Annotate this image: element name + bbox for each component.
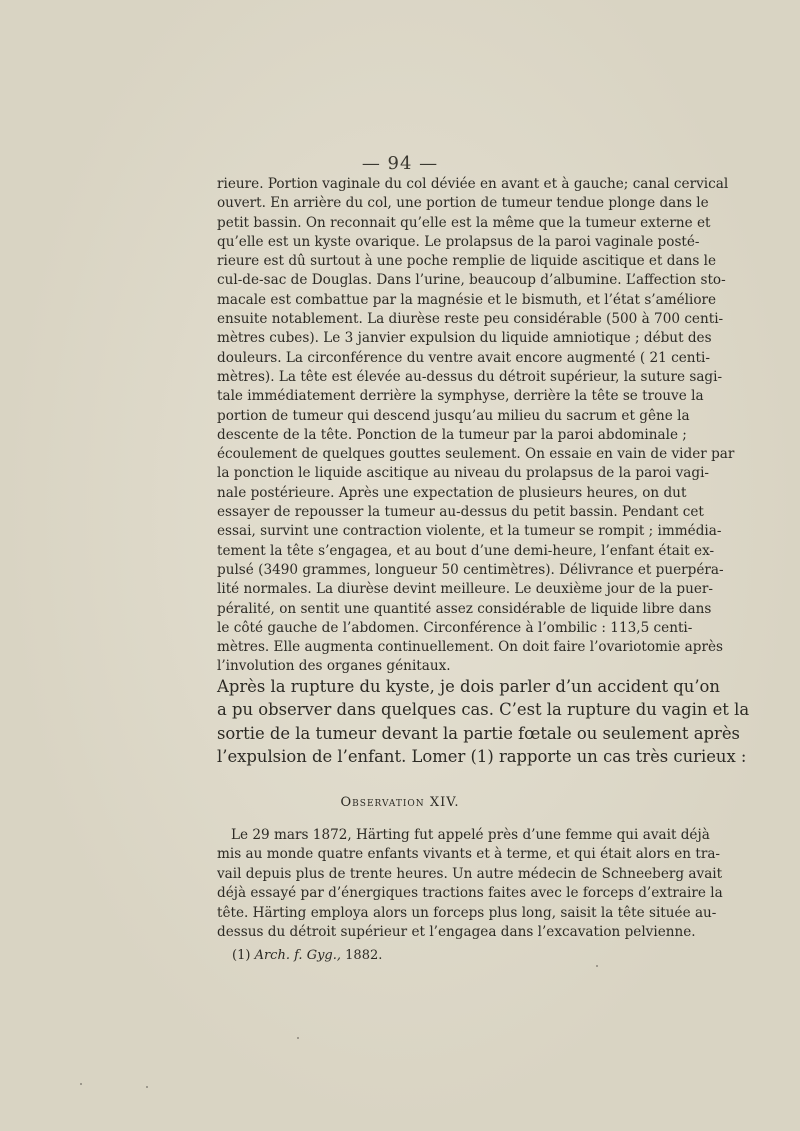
text-line: nale postérieure. Après une expectation de plusieurs heures, on dut [217,484,687,501]
text-line: cul-de-sac de Douglas. Dans l’urine, beaucoup d’albumine. L’affection sto- [217,272,726,289]
text-line: l’expulsion de l’enfant. Lomer (1) rapporte un cas très curieux : [217,747,747,767]
text-line: qu’elle est un kyste ovarique. Le prolapsus de la paroi vaginale posté- [217,233,700,250]
text-line: mètres). La tête est élevée au-dessus du détroit supérieur, la suture sagi- [217,368,723,385]
text-line: mis au monde quatre enfants vivants et à terme, et qui était alors en tra- [217,846,721,863]
text-line: descente de la tête. Ponction de la tumeur par la paroi abdominale ; [217,426,687,443]
text-line: portion de tumeur qui descend jusqu’au milieu du sacrum et gêne la [217,407,690,424]
text-line: douleurs. La circonférence du ventre avait encore augmenté ( 21 centi- [217,349,710,366]
case-paragraph [217,175,735,677]
text-line: l’involution des organes génitaux. [217,658,451,675]
footnote-source: Arch. f. Gyg., [254,948,342,963]
observation-paragraph [217,826,723,942]
text-line: Après la rupture du kyste, je dois parler d’un accident qu’on [217,677,720,696]
paper-speck [596,965,598,967]
footnote [232,948,382,963]
paper-speck [297,1037,299,1039]
footnote-year: 1882. [345,948,383,963]
text-line: déjà essayé par d’énergiques tractions faites avec le forceps d’extraire la [217,885,723,902]
text-line: sortie de la tumeur devant la partie fœtale ou seulement après [217,723,740,743]
paper-speck [146,1086,148,1088]
text-line: Le 29 mars 1872, Härting fut appelé près d’une femme qui avait déjà [231,827,710,843]
text-line: tête. Härting employa alors un forceps plus long, saisit la tête située au- [217,904,717,921]
footnote-marker: (1) [232,948,251,963]
page-number: — 94 — [361,153,439,174]
text-line: rieure. Portion vaginale du col déviée en avant et à gauche; canal cervical [217,176,729,192]
text-line: ensuite notablement. La diurèse reste peu considérable (500 à 700 centi- [217,311,724,328]
text-line: mètres. Elle augmenta continuellement. On doit faire l’ovariotomie après [217,639,723,656]
text-line: lité normales. La diurèse devint meilleure. Le deuxième jour de la puer- [217,581,713,598]
text-line: écoulement de quelques gouttes seulement. On essaie en vain de vider par [217,446,735,463]
observation-heading: Observation XIV. [340,795,460,810]
text-line: pulsé (3490 grammes, longueur 50 centimètres). Délivrance et puerpéra- [217,561,724,578]
text-line: péralité, on sentit une quantité assez considérable de liquide libre dans [217,600,712,617]
text-line: vail depuis plus de trente heures. Un autre médecin de Schneeberg avait [217,865,723,882]
text-line: essayer de repousser la tumeur au-dessus du petit bassin. Pendant cet [217,504,704,521]
text-line: le côté gauche de l’abdomen. Circonférence à l’ombilic : 113,5 centi- [217,619,693,636]
text-line: la ponction le liquide ascitique au niveau du prolapsus de la paroi vagi- [217,465,710,482]
text-line: essai, survint une contraction violente, et la tumeur se rompit ; immédia- [217,523,722,540]
text-line: rieure est dû surtout à une poche remplie de liquide ascitique et dans le [217,253,717,270]
text-line: tement la tête s’engagea, et au bout d’une demi-heure, l’enfant était ex- [217,542,715,559]
text-line: mètres cubes). Le 3 janvier expulsion du liquide amniotique ; début des [217,330,712,347]
paper-speck [80,1083,82,1085]
text-line: dessus du détroit supérieur et l’engagea dans l’excavation pelvienne. [217,923,696,940]
text-line: macale est combattue par la magnésie et le bismuth, et l’état s’améliore [217,291,717,308]
main-paragraph [217,675,750,769]
text-line: petit bassin. On reconnait qu’elle est la même que la tumeur externe et [217,214,711,231]
text-line: tale immédiatement derrière la symphyse, derrière la tête se trouve la [217,388,704,405]
text-line: ouvert. En arrière du col, une portion de tumeur tendue plonge dans le [217,195,709,212]
text-line: a pu observer dans quelques cas. C’est la rupture du vagin et la [217,700,750,720]
